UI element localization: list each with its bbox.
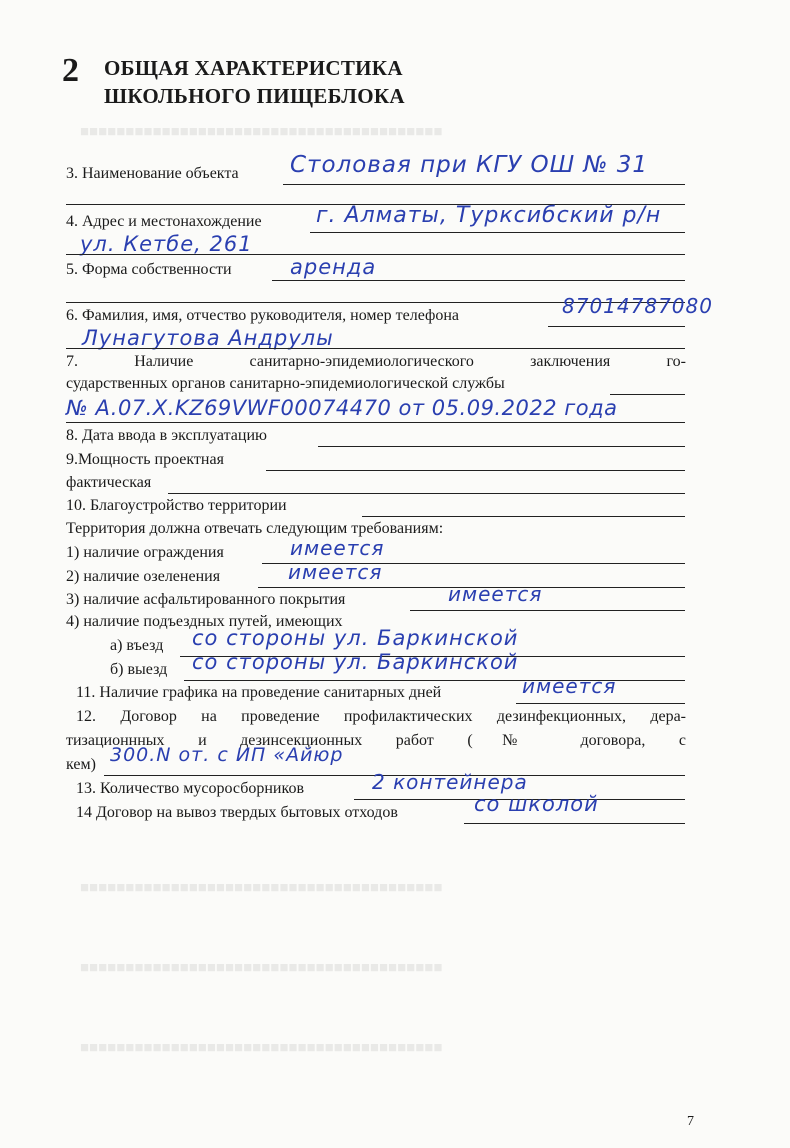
field-3-underline: [283, 184, 685, 185]
field-4-label: 4. Адрес и местонахождение: [66, 213, 262, 230]
field-9-label: 9.Мощность проектная: [66, 451, 224, 468]
field-5-label: 5. Форма собственности: [66, 261, 232, 278]
show-through-text: ■■■■■■■■■■■■■■■■■■■■■■■■■■■■■■■■■■■■■■■■: [80, 960, 443, 976]
territory-intro: Территория должна отвечать следующим требованиям:: [66, 520, 444, 537]
territory-1-label: 1) наличие ограждения: [66, 544, 224, 561]
territory-2-label: 2) наличие озеленения: [66, 568, 221, 585]
field-7-line1: 7. Наличие санитарно-эпидемиологического заключения го-: [66, 353, 686, 370]
field-13-value: 2 контейнера: [372, 770, 528, 794]
field-8-label: 8. Дата ввода в эксплуатацию: [66, 427, 267, 444]
field-12-line1: 12. Договор на проведение профилактических дезинфекционных, дера-: [76, 708, 686, 725]
field-6-phone: 87014787080: [562, 294, 713, 318]
territory-3-value: имеется: [448, 582, 543, 606]
field-10-label: 10. Благоустройство территории: [66, 497, 287, 514]
field-4-value-2: ул. Кетбе, 261: [80, 232, 253, 256]
show-through-text: ■■■■■■■■■■■■■■■■■■■■■■■■■■■■■■■■■■■■■■■■: [80, 124, 443, 140]
blank-line: [66, 422, 685, 423]
field-6-underline: [548, 326, 685, 327]
field-8-underline: [318, 446, 685, 447]
field-4-underline: [310, 232, 685, 233]
field-3-value: Столовая при КГУ ОШ № 31: [290, 152, 648, 178]
section-number: 2: [62, 52, 79, 89]
field-12-line3: кем): [66, 756, 96, 773]
section-title-line2: ШКОЛЬНОГО ПИЩЕБЛОКА: [104, 84, 405, 108]
field-11-value: имеется: [522, 674, 617, 698]
field-9b-label: фактическая: [66, 474, 152, 491]
show-through-text: ■■■■■■■■■■■■■■■■■■■■■■■■■■■■■■■■■■■■■■■■: [80, 880, 443, 896]
field-9-underline: [266, 470, 685, 471]
field-11-underline: [516, 703, 685, 704]
field-7-value: № A.07.X.KZ69VWF00074470 от 05.09.2022 года: [66, 396, 618, 420]
field-6-name: Лунагутова Андрулы: [82, 326, 334, 350]
territory-3-label: 3) наличие асфальтированного покрытия: [66, 591, 346, 608]
territory-2-value: имеется: [288, 560, 383, 584]
field-7-line2: сударственных органов санитарно-эпидемиологической службы: [66, 375, 505, 392]
blank-line: [66, 348, 685, 349]
field-4-value-1: г. Алматы, Турксибский р/н: [316, 203, 662, 228]
show-through-text: ■■■■■■■■■■■■■■■■■■■■■■■■■■■■■■■■■■■■■■■■: [80, 1040, 443, 1056]
field-3-label: 3. Наименование объекта: [66, 165, 239, 182]
territory-3-underline: [410, 610, 685, 611]
field-7-underline: [610, 394, 685, 395]
territory-4a-value: со стороны ул. Баркинской: [192, 626, 519, 650]
field-12-value: 300.N от. с ИП «Айюр: [110, 744, 344, 766]
field-5-underline: [272, 280, 685, 281]
field-14-label: 14 Договор на вывоз твердых бытовых отходов: [76, 804, 398, 821]
section-title-line1: ОБЩАЯ ХАРАКТЕРИСТИКА: [104, 56, 403, 80]
territory-4-label: 4) наличие подъездных путей, имеющих: [66, 613, 343, 630]
field-12-line2: тизационнных и дезинсекционных работ (№ договора, с: [66, 732, 686, 749]
field-10-underline: [362, 516, 685, 517]
section-title: [104, 54, 405, 110]
territory-1-value: имеется: [290, 536, 385, 560]
page-number: 7: [687, 1114, 694, 1129]
field-11-label: 11. Наличие графика на проведение санитарных дней: [76, 684, 442, 701]
field-6-label: 6. Фамилия, имя, отчество руководителя, номер телефона: [66, 307, 460, 324]
territory-4b-label: б) выезд: [110, 661, 168, 678]
territory-4b-value: со стороны ул. Баркинской: [192, 650, 519, 674]
field-14-value: со школой: [474, 792, 599, 816]
field-9b-underline: [168, 493, 685, 494]
field-13-label: 13. Количество мусоросборников: [76, 780, 304, 797]
field-5-value: аренда: [290, 255, 377, 279]
field-14-underline: [464, 823, 685, 824]
territory-4a-label: а) въезд: [110, 637, 164, 654]
